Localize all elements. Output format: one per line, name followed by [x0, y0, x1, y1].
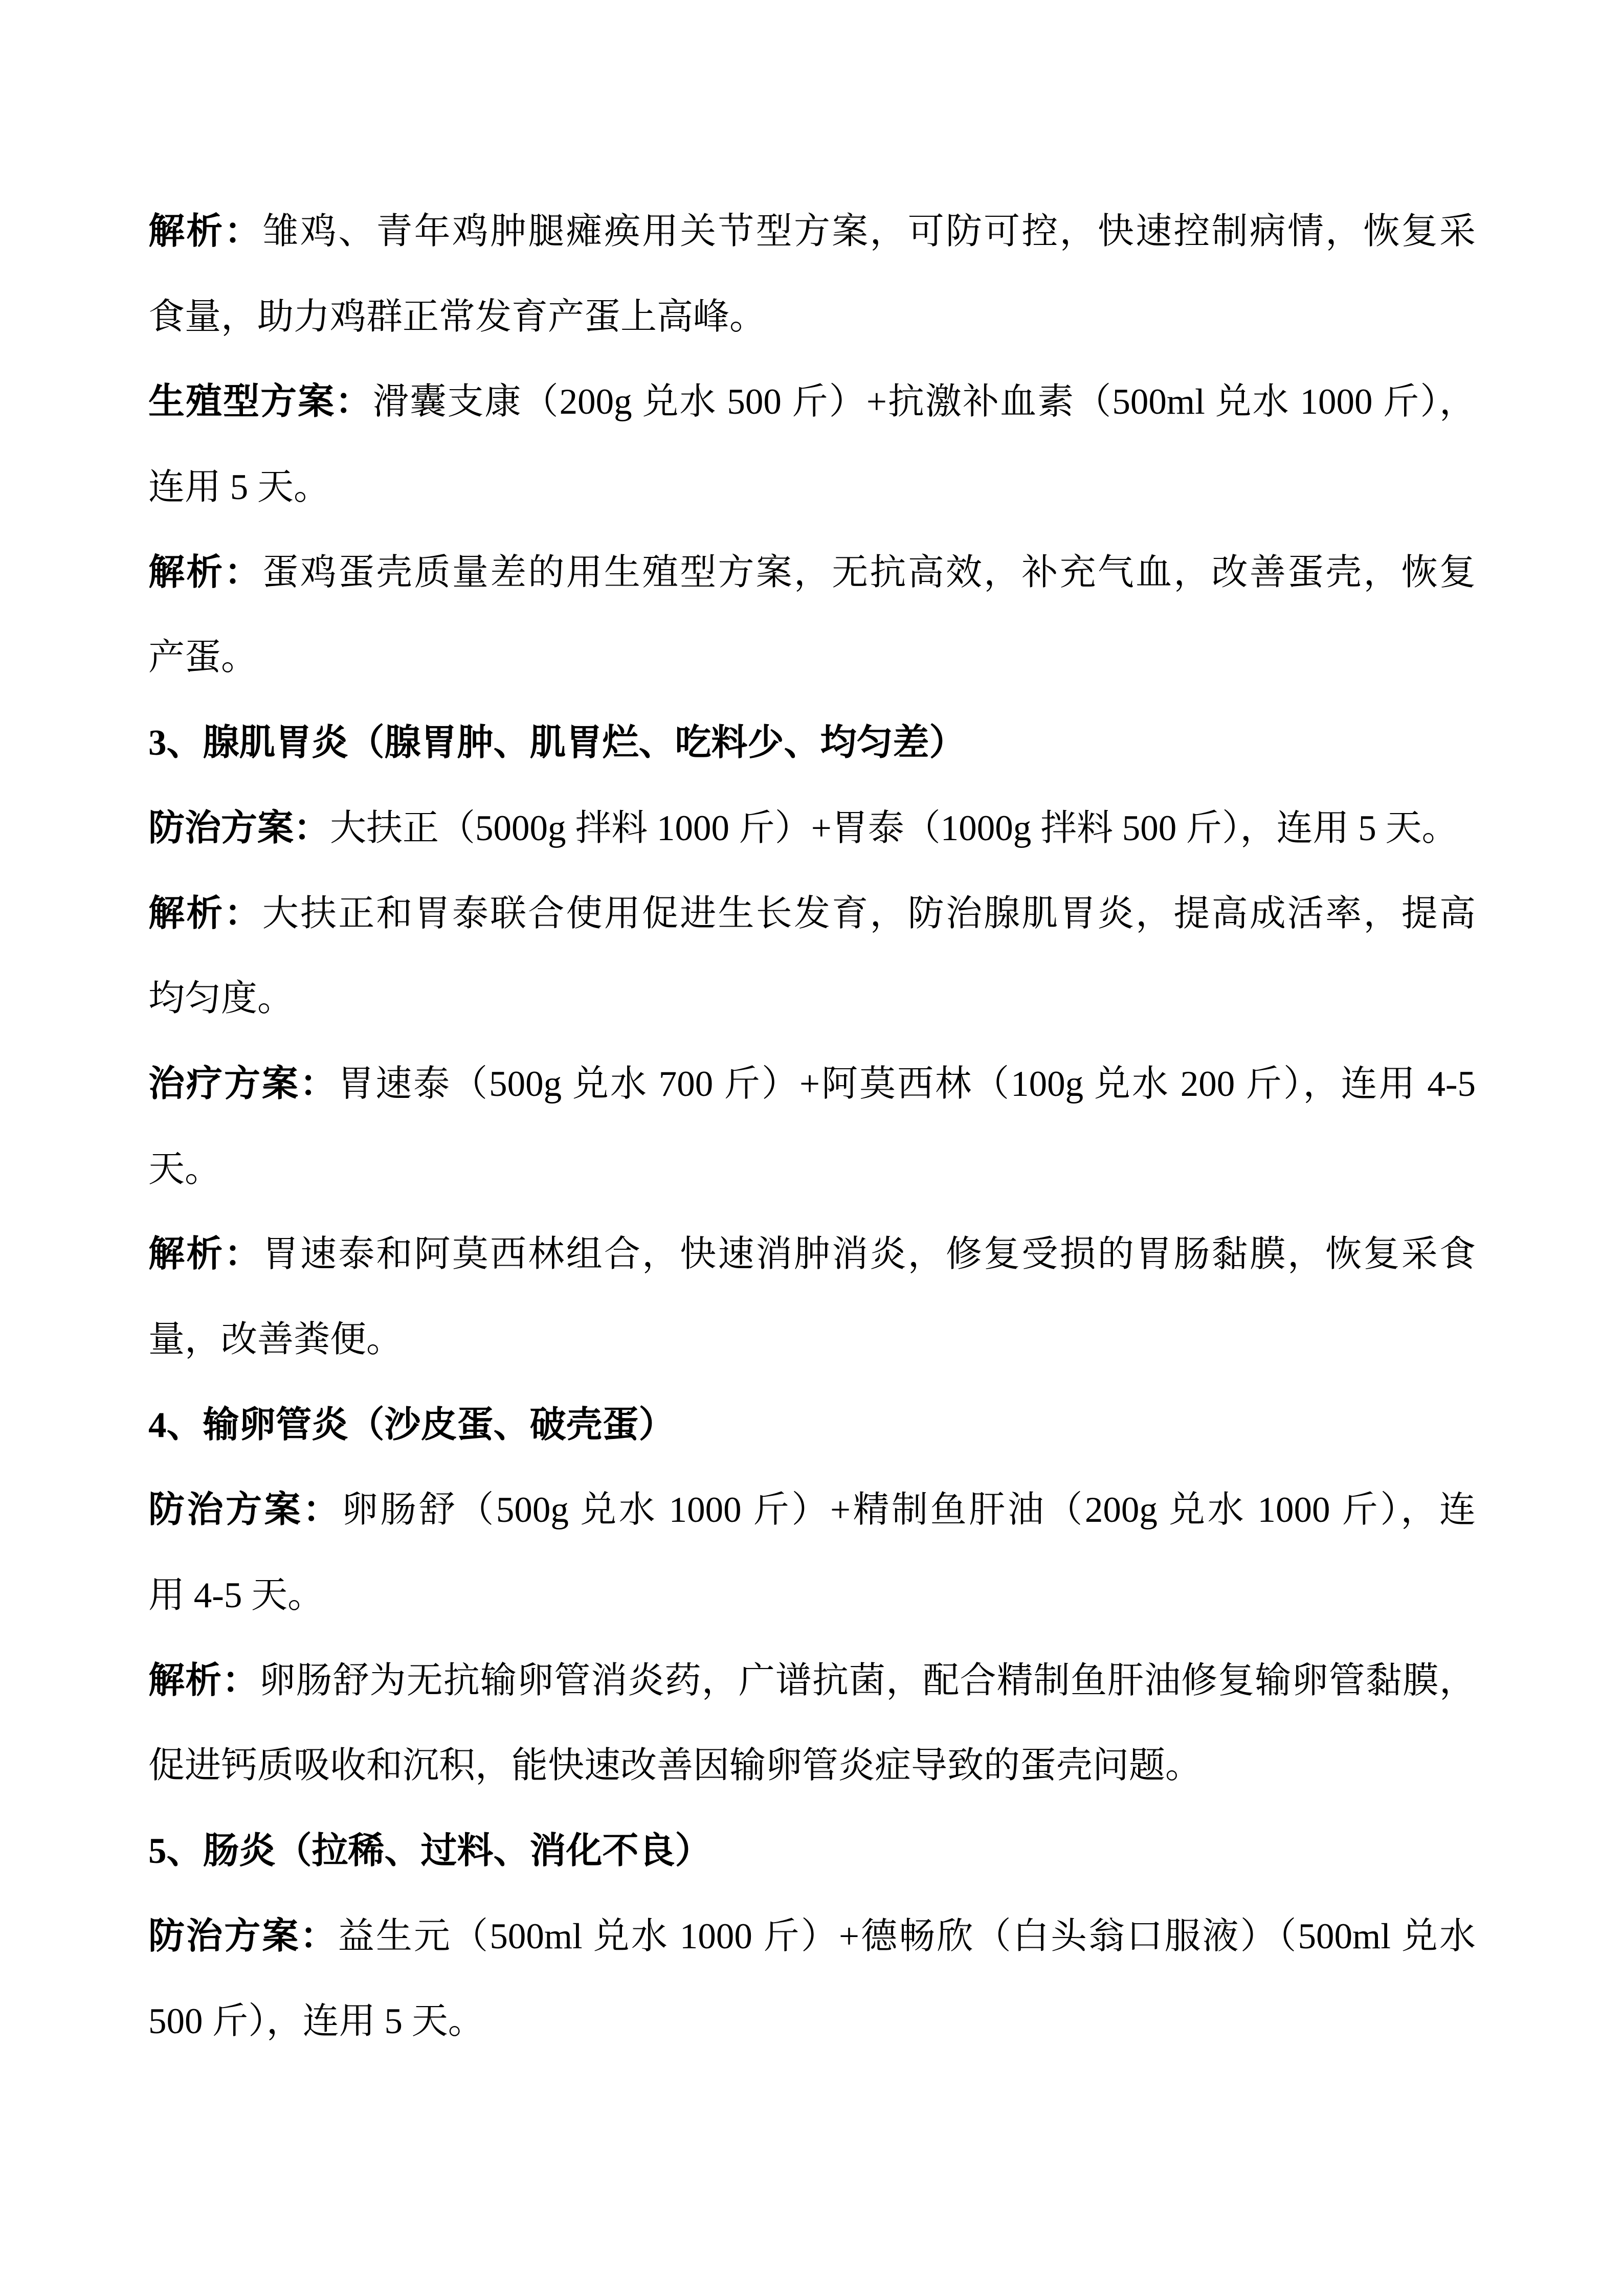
line-bold-label: 防治方案：	[148, 1490, 342, 1530]
line-bold-label: 解析：	[148, 552, 262, 593]
text-line	[148, 359, 1476, 445]
text-line	[148, 1723, 1476, 1809]
text-line	[148, 1297, 1476, 1383]
section-heading	[148, 1383, 1476, 1468]
line-text: 均匀度。	[148, 979, 294, 1019]
line-text: 卵肠舒为无抗输卵管消炎药，广谱抗菌，配合精制鱼肝油修复输卵管黏膜，	[259, 1660, 1476, 1701]
line-text: 益生元（500ml 兑水 1000 斤）+德畅欣（白头翁口服液）（500ml 兑水	[338, 1916, 1476, 1956]
line-text: 用 4-5 天。	[148, 1575, 324, 1615]
line-bold-label: 解析：	[148, 1234, 262, 1275]
line-text: 胃速泰（500g 兑水 700 斤）+阿莫西林（100g 兑水 200 斤），连用 4-5	[338, 1064, 1476, 1104]
text-line	[148, 956, 1476, 1042]
text-line	[148, 1553, 1476, 1638]
text-line	[148, 786, 1476, 871]
line-bold-label: 解析：	[148, 212, 262, 252]
line-bold-label: 治疗方案：	[148, 1064, 338, 1104]
line-text: 500 斤），连用 5 天。	[148, 2001, 484, 2042]
text-line	[148, 189, 1476, 275]
text-line	[148, 1127, 1476, 1212]
line-text: 食量，助力鸡群正常发育产蛋上高峰。	[148, 297, 766, 337]
text-line	[148, 1212, 1476, 1297]
line-text: 蛋鸡蛋壳质量差的用生殖型方案，无抗高效，补充气血，改善蛋壳，恢复	[262, 552, 1476, 593]
line-text: 大扶正（5000g 拌料 1000 斤）+胃泰（1000g 拌料 500 斤），连用 5 天。	[330, 808, 1458, 848]
line-text: 卵肠舒（500g 兑水 1000 斤）+精制鱼肝油（200g 兑水 1000 斤），连	[341, 1490, 1476, 1530]
text-line	[148, 1894, 1476, 1979]
text-line	[148, 1468, 1476, 1553]
section-heading	[148, 701, 1476, 786]
line-text: 滑囊支康（200g 兑水 500 斤）+抗激补血素（500ml 兑水 1000 斤），	[372, 382, 1476, 422]
line-bold-label: 解析：	[148, 1660, 259, 1701]
heading-label: 5、肠炎（拉稀、过料、消化不良）	[148, 1831, 711, 1872]
line-text: 雏鸡、青年鸡肿腿瘫痪用关节型方案，可防可控，快速控制病情，恢复采	[262, 212, 1476, 252]
line-bold-label: 防治方案：	[148, 808, 330, 848]
line-text: 促进钙质吸收和沉积，能快速改善因输卵管炎症导致的蛋壳问题。	[148, 1746, 1202, 1786]
heading-label: 3、腺肌胃炎（腺胃肿、肌胃烂、吃料少、均匀差）	[148, 723, 966, 763]
text-line	[148, 1638, 1476, 1724]
line-text: 产蛋。	[148, 638, 258, 678]
line-text: 天。	[148, 1149, 221, 1189]
text-line	[148, 1042, 1476, 1127]
heading-label: 4、输卵管炎（沙皮蛋、破壳蛋）	[148, 1405, 675, 1445]
line-text: 量，改善粪便。	[148, 1319, 403, 1360]
line-bold-label: 防治方案：	[148, 1916, 338, 1956]
text-line	[148, 871, 1476, 957]
text-line	[148, 445, 1476, 530]
line-text: 大扶正和胃泰联合使用促进生长发育，防治腺肌胃炎，提高成活率，提高	[262, 893, 1476, 934]
section-heading	[148, 1809, 1476, 1894]
text-line	[148, 275, 1476, 360]
document-text	[148, 189, 1476, 2064]
line-bold-label: 生殖型方案：	[148, 382, 373, 422]
line-bold-label: 解析：	[148, 893, 262, 934]
text-line	[148, 615, 1476, 701]
text-line	[148, 530, 1476, 616]
line-text: 胃速泰和阿莫西林组合，快速消肿消炎，修复受损的胃肠黏膜，恢复采食	[262, 1234, 1476, 1275]
line-text: 连用 5 天。	[148, 467, 330, 508]
text-line	[148, 1979, 1476, 2064]
